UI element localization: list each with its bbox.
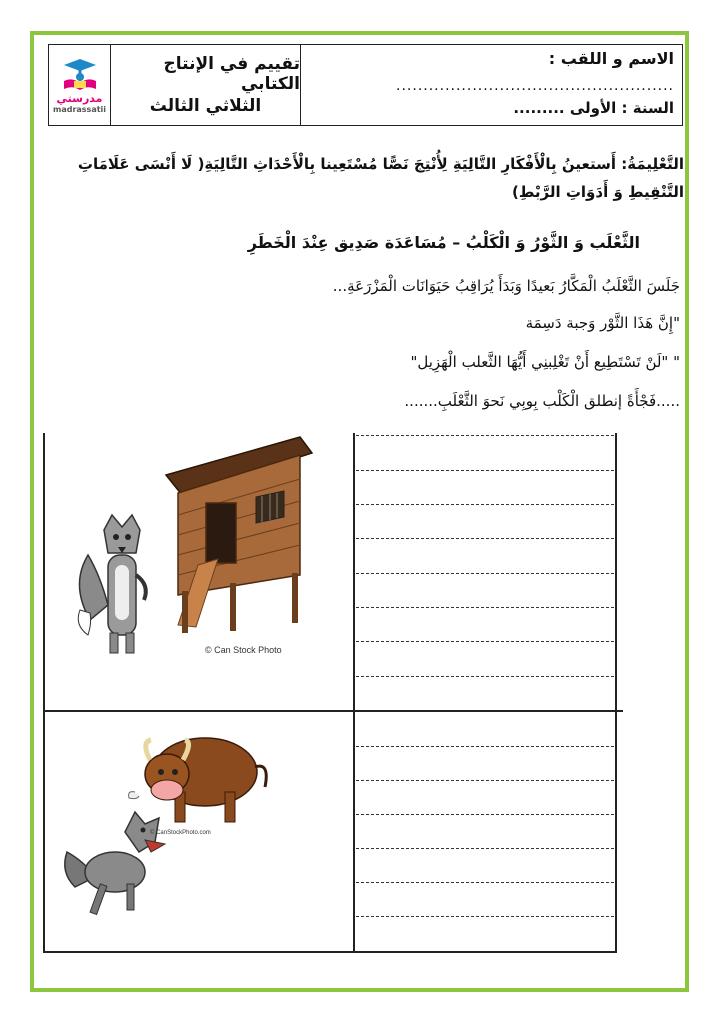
wolf-icon [65, 812, 165, 914]
student-info-cell [300, 45, 682, 125]
grid-line-left [43, 433, 45, 953]
writing-line[interactable] [356, 848, 614, 849]
bull-wolf-picture [55, 712, 295, 932]
writing-line[interactable] [356, 607, 614, 608]
writing-line[interactable] [356, 676, 614, 677]
grid-line-right [615, 433, 617, 953]
writing-line[interactable] [356, 814, 614, 815]
title-cell [110, 45, 300, 125]
logo-latin: madrassatii [52, 104, 107, 114]
story-line-4: .....فَجْأَةً إنطلق الْكَلْب بِوبِي نَحوَ الثَّعْلَبِ....... [404, 392, 680, 410]
story-title: الثَّعْلَب وَ الثَّوْرُ وَ الْكَلْبُ – مُسَاعَدَة صَدِيق عِنْدَ الْخَطَرِ [247, 233, 640, 252]
fox-coop-picture [70, 435, 320, 665]
top-watermark: © Can Stock Photo [205, 645, 282, 655]
exam-title: تقييم في الإنتاج الكتابي [163, 54, 300, 94]
instruction-text: التَّعْلِيمَةُ: أَستعينُ بِالْأَفْكَارِ التَّالِيَةِ لِأُنْتِجَ نَصًّا مُسْتَعِينا بِالْأَحْدَاثِ التَّالِيَةِ( لَا أَنْسَى عَلَامَاتِ التَّنْقِيطِ وَ أَدَوَاتِ الرَّبْطِ) [77, 155, 684, 201]
logo-icon [60, 57, 100, 91]
writing-line[interactable] [356, 780, 614, 781]
writing-line[interactable] [356, 573, 614, 574]
fox-icon [78, 515, 146, 653]
header-table [48, 44, 683, 126]
logo-cell [49, 45, 110, 125]
writing-line[interactable] [356, 882, 614, 883]
bull-icon [129, 738, 267, 822]
chicken-coop-icon [166, 437, 312, 633]
exam-term: الثلاثي الثالث [149, 96, 262, 116]
year-label: السنة : الأولى ......... [513, 99, 674, 117]
name-dots: ................................................... [396, 78, 674, 94]
grid-line-bottom [43, 951, 617, 953]
writing-line[interactable] [356, 504, 614, 505]
bottom-watermark: © CanStockPhoto.com [150, 830, 211, 836]
grid-line-middle [353, 433, 355, 953]
writing-line[interactable] [356, 641, 614, 642]
story-line-3: " "لَنْ تَسْتَطِيع أَنْ تَغْلِبنِي أَيُّهَا الثَّعلب الْهَزِيل" [410, 353, 680, 371]
writing-line[interactable] [356, 470, 614, 471]
story-line-1: جَلَسَ الثَّعْلَبُ الْمَكَّارُ بَعيدًا وَبَدَأَ يُرَاقِبُ حَيَوَانَات الْمَزْرَعَةِ... [332, 277, 680, 295]
writing-line[interactable] [356, 538, 614, 539]
writing-line[interactable] [356, 435, 614, 436]
writing-line[interactable] [356, 746, 614, 747]
story-line-2: "إِنَّ هَذَا الثَّوْر وَجبة دَسِمَة [525, 314, 680, 332]
name-label: الاسم و اللقب : [548, 49, 674, 68]
writing-line[interactable] [356, 916, 614, 917]
logo-arabic: مدرستي [56, 91, 103, 105]
